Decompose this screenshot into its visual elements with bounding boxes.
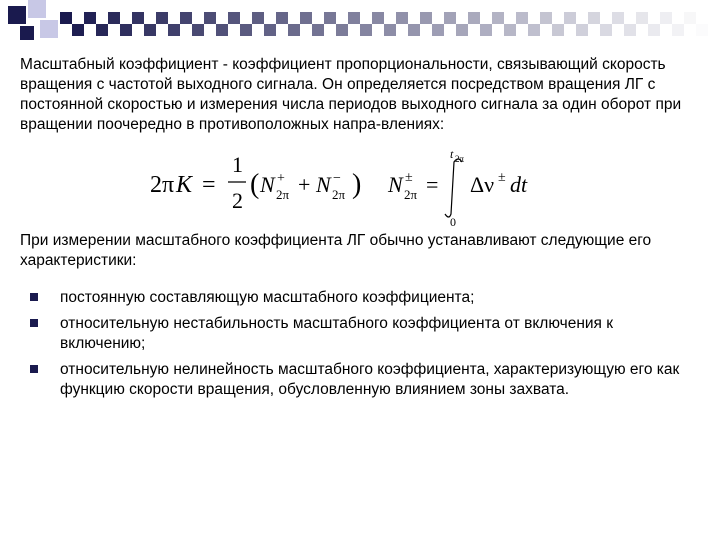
list-item-text: относительную нестабильность масштабного коэффициента от включения к включению; bbox=[60, 315, 614, 352]
header-checker-cell bbox=[252, 12, 264, 24]
header-checker-cell bbox=[708, 12, 720, 24]
header-checker-cell bbox=[480, 24, 492, 36]
header-checker-cell bbox=[576, 24, 588, 36]
formula-close-paren: ) bbox=[352, 169, 362, 200]
formula-n3-sub: 2π bbox=[404, 187, 418, 202]
formula-integrand: Δν bbox=[470, 172, 495, 197]
bullet-square-icon bbox=[30, 319, 38, 327]
header-checker-cell bbox=[180, 12, 192, 24]
header-checker-cell bbox=[540, 12, 552, 24]
header-checker-cell bbox=[312, 24, 324, 36]
header-checker-cell bbox=[456, 24, 468, 36]
header-checker-cell bbox=[60, 12, 72, 24]
header-checker-cell bbox=[324, 12, 336, 24]
header-checker-cell bbox=[120, 24, 132, 36]
formula-svg bbox=[150, 148, 550, 228]
formula-n1-sup: + bbox=[277, 171, 285, 186]
header-checker-cell bbox=[384, 24, 396, 36]
header-checker-cell bbox=[204, 12, 216, 24]
header-square-dark bbox=[20, 26, 34, 40]
header-checker-cell bbox=[288, 24, 300, 36]
characteristics-list bbox=[30, 288, 690, 406]
header-checker-cell bbox=[672, 24, 684, 36]
header-decoration bbox=[0, 0, 720, 48]
list-item bbox=[30, 314, 690, 354]
formula-n1: N bbox=[260, 172, 275, 197]
formula-open-paren: ( bbox=[250, 169, 260, 200]
header-checker-cell bbox=[588, 12, 600, 24]
header-checker-cell bbox=[648, 24, 660, 36]
list-item bbox=[30, 288, 690, 308]
header-checker-cell bbox=[444, 12, 456, 24]
list-item bbox=[30, 360, 690, 400]
header-square-dark bbox=[8, 6, 26, 24]
formula-lhs-coef: 2π bbox=[150, 172, 175, 198]
list-item-text: относительную нелинейность масштабного коэффициента, характеризующую его как функцию скорости вращения, обусловленную влиянием зоны захвата. bbox=[60, 361, 680, 398]
formula bbox=[150, 148, 550, 228]
header-checker-cell bbox=[504, 24, 516, 36]
header-checker-cell bbox=[612, 12, 624, 24]
header-checker-cell bbox=[408, 24, 420, 36]
header-checker-cell bbox=[636, 12, 648, 24]
header-checker-cell bbox=[72, 24, 84, 36]
header-checker-cell bbox=[216, 24, 228, 36]
header-checker-cell bbox=[276, 12, 288, 24]
formula-n2-sub: 2π bbox=[332, 187, 346, 202]
header-checker-cell bbox=[396, 12, 408, 24]
header-checker-cell bbox=[492, 12, 504, 24]
formula-n1-sub: 2π bbox=[276, 187, 290, 202]
header-checker-cell bbox=[552, 24, 564, 36]
header-checker-cell bbox=[432, 24, 444, 36]
header-checker-cell bbox=[528, 24, 540, 36]
formula-int-upper-sub: 2π bbox=[455, 154, 465, 164]
header-checker-cell bbox=[684, 12, 696, 24]
header-checker-cell bbox=[192, 24, 204, 36]
header-checker-cell bbox=[300, 12, 312, 24]
header-checker-cell bbox=[156, 12, 168, 24]
intro-paragraph: При измерении масштабного коэффициента ЛГ обычно устанавливают следующие его характеристики: bbox=[20, 232, 652, 269]
header-checker-cell bbox=[84, 12, 96, 24]
formula-int-upper: t bbox=[450, 148, 454, 161]
header-checker-cell bbox=[108, 12, 120, 24]
header-checker-strip bbox=[60, 12, 720, 36]
header-checker-cell bbox=[132, 12, 144, 24]
header-checker-cell bbox=[228, 12, 240, 24]
header-square-light bbox=[28, 0, 46, 18]
header-checker-cell bbox=[600, 24, 612, 36]
formula-frac-den: 2 bbox=[232, 188, 243, 213]
header-checker-cell bbox=[348, 12, 360, 24]
integral-sign bbox=[445, 159, 462, 217]
header-checker-cell bbox=[360, 24, 372, 36]
formula-n2-sup: − bbox=[333, 171, 341, 186]
header-checker-cell bbox=[96, 24, 108, 36]
formula-eq2: = bbox=[426, 172, 439, 197]
header-checker-cell bbox=[696, 24, 708, 36]
header-checker-cell bbox=[144, 24, 156, 36]
formula-eq: = bbox=[202, 172, 216, 198]
formula-frac-num: 1 bbox=[232, 152, 243, 177]
header-checker-cell bbox=[168, 24, 180, 36]
header-checker-cell bbox=[264, 24, 276, 36]
header-checker-cell bbox=[516, 12, 528, 24]
formula-n3: N bbox=[388, 172, 403, 197]
header-square-light bbox=[40, 20, 58, 38]
header-checker-cell bbox=[660, 12, 672, 24]
formula-plus: + bbox=[298, 172, 311, 197]
header-checker-cell bbox=[624, 24, 636, 36]
header-checker-cell bbox=[420, 12, 432, 24]
formula-n2: N bbox=[316, 172, 331, 197]
bullet-square-icon bbox=[30, 293, 38, 301]
list-item-text: постоянную составляющую масштабного коэффициента; bbox=[60, 289, 475, 306]
bullet-square-icon bbox=[30, 365, 38, 373]
header-checker-cell bbox=[336, 24, 348, 36]
header-checker-cell bbox=[564, 12, 576, 24]
formula-integrand-sup: ± bbox=[498, 170, 506, 185]
formula-int-lower: 0 bbox=[450, 215, 456, 228]
header-checker-cell bbox=[240, 24, 252, 36]
header-checker-cell bbox=[468, 12, 480, 24]
formula-dt: dt bbox=[510, 172, 528, 197]
formula-n3-sup: ± bbox=[405, 170, 413, 185]
header-checker-cell bbox=[372, 12, 384, 24]
formula-lhs-var: K bbox=[176, 172, 193, 198]
definition-paragraph: Масштабный коэффициент - коэффициент пропорциональности, связывающий скорость вращения с частотой выходного сигнала. Он определяется посредством вращения ЛГ с постоянной скоростью и измерения числа периодов выходного сигнала за один оборот при вращении поочередно в противоположных напра-влениях: bbox=[20, 56, 682, 133]
